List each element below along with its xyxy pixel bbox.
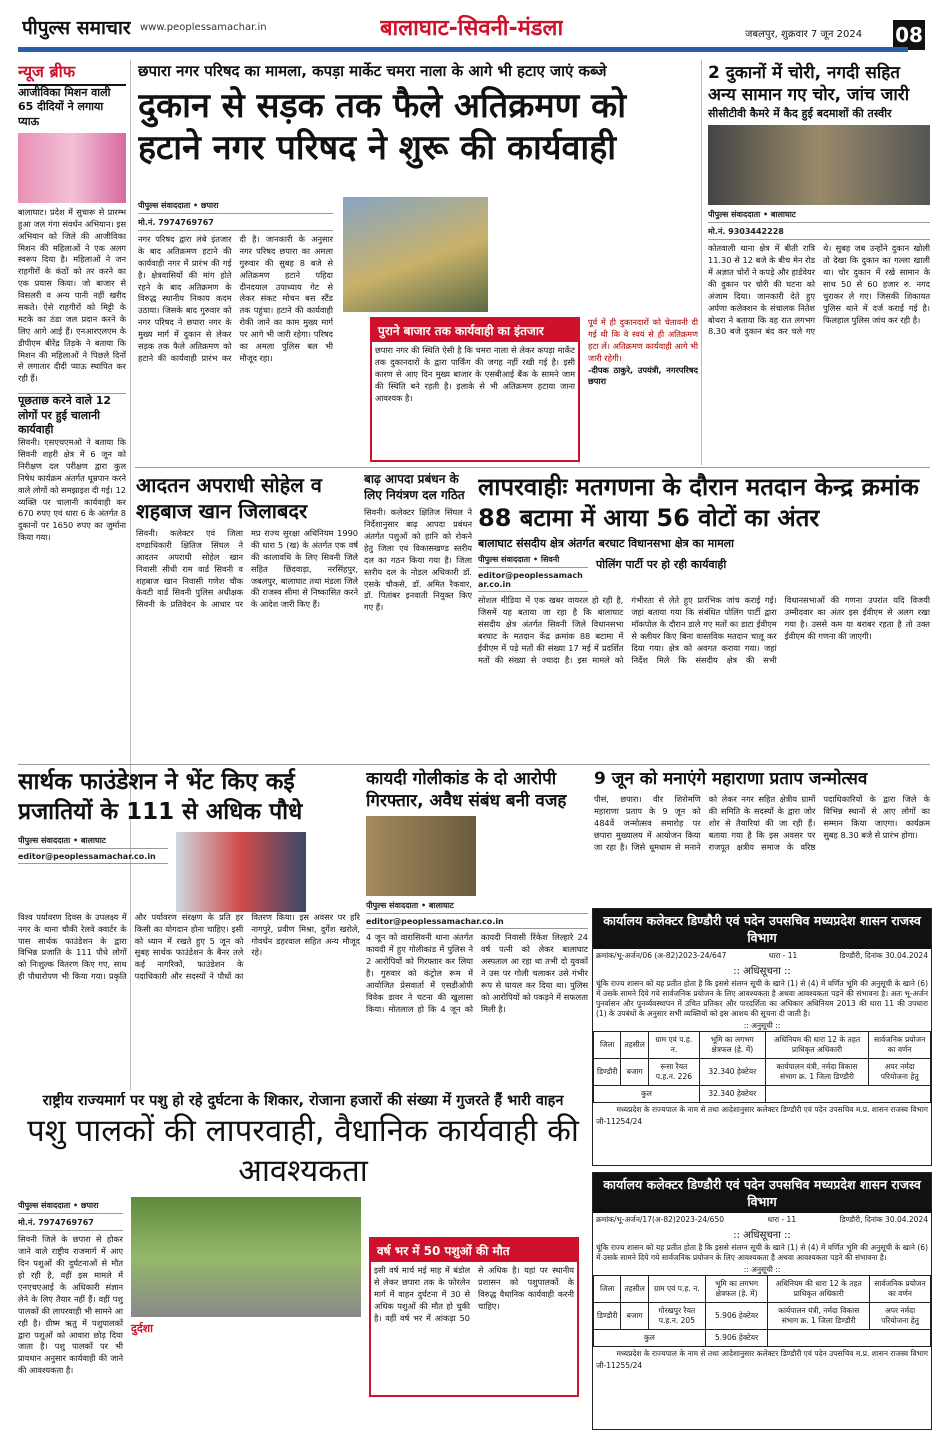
ad-title: कार्यालय कलेक्टर डिण्डौरी एवं पदेन उपसचिव मध्यप्रदेश शासन राजस्व विभाग xyxy=(593,909,931,949)
brief-photo xyxy=(18,133,126,203)
table-cell: जिला xyxy=(594,1032,621,1059)
table-cell: अधिनियम की धारा 12 के तहत प्राधिकृत अधिकारी xyxy=(765,1032,869,1059)
election-byline: पीपुल्स संवाददाता • सिवनी xyxy=(478,554,588,568)
criminal-article xyxy=(136,472,358,762)
firing-article xyxy=(366,768,588,1086)
sidebox-title: पुराने बाजार तक कार्यवाही का इंतजार xyxy=(372,319,578,342)
table-cell: सार्वजनिक प्रयोजन का वर्णन xyxy=(870,1276,931,1303)
table-cell: अधिनियम की धारा 12 के तहत प्राधिकृत अधिकारी xyxy=(768,1276,870,1303)
table-cell: भूमि का लगभग क्षेत्रफल (हे. में) xyxy=(699,1032,765,1059)
lead-phone: मो.नं. 7974769767 xyxy=(138,217,333,231)
pratap-article xyxy=(594,768,930,903)
election-body: सोशल मीडिया में एक खबर वायरल हो रही है, जिसमें यह बताया जा रहा है कि बालाघाट संसदीय क्षेत्र अंतर्गत सिवनी जिले विधानसभा बरघाट के मतदान केंद्र क्रमांक 88 बटामा में ईवीएम में पड़े मतों की संख्या 17 मई में प्रदर्शित मतों की संख्या से ज्यादा है। इस मामले को गंभीरता से लेते हुए प्रारंभिक जांच कराई गई। जहां बताया गया कि संबंधित पोलिंग पार्टी द्वारा मॉकपोल के दौरान डाले गए मतों का डाटा ईवीएम से क्लीयर किए बिना वास्तविक मतदान चालू कर दिया गया। क्षेत्र को अवगत कराया गया। जहां निर्देश मिले कि संसदीय क्षेत्र की सभी विधानसभाओं की गणना उपरांत यदि विजयी उम्मीदवार का अंतर इस ईवीएम से अलग रखा गया है। उससे कम या बराबर रहता है तो उक्त ईवीएम की गणना की जाएगी। xyxy=(478,595,930,665)
ad-date: डिण्डौरी, दिनांक 30.04.2024 xyxy=(839,1215,928,1224)
sidebox-body: छपारा नगर की स्थिति ऐसी है कि चमरा नाला से लेकर कपड़ा मार्केट तक दुकानदारों के द्वारा पार्किंग की जगह नहीं रखी गई है। इसी कारण से आए दिन मुख्य बाजार के एसबीआई बैंक के सामने जाम की स्थिति बने रहती है। इलाके से भी अतिक्रमण हटाया जाना आवश्यक है। xyxy=(375,345,575,403)
table-cell: कुल xyxy=(594,1086,700,1103)
firing-byline: पीपुल्स संवाददाता • बालाघाट xyxy=(366,900,588,914)
election-headline: लापरवाहीः मतगणना के दौरान मतदान केन्द्र क्रमांक 88 बटामा में आया 56 वोटों का अंतर xyxy=(478,473,919,533)
table-cell: डिण्डौरी xyxy=(594,1059,621,1086)
jcb-photo xyxy=(343,197,488,312)
cattle-body: सिवनी जिले के छपारा से होकर जाने वाले राष्ट्रीय राजमार्ग में आए दिन पशुओं की दुर्घटनाओं से मौत हो रही है, वहीं इस मामले में एनएचएआई के अधिकारी संज्ञान लेने के लिए तैयार नहीं हैं। वहीं पशु पालकों की लापरवाही भी सामने आ रही है। ग्रीष्म ऋतु में पशुपालकों द्वारा पशुओं को आवारा छोड़ दिया जाता है। पशु पालकों पर भी प्रावधान अनुसार कार्यवाही की जाने की आवश्यकता है। xyxy=(18,1234,123,1376)
ad-footer: मध्यप्रदेश के राज्यपाल के नाम से तथा आदेशानुसार कलेक्टर डिण्डौरी एवं पदेन उपसचिव म.प्र. शासन राजस्व विभाग xyxy=(616,1105,928,1114)
brief-sub-headline: पूछताछ करने वाले 12 लोगों पर हुई चालानी कार्यवाही xyxy=(18,393,126,437)
ad-date: डिण्डौरी, दिनांक 30.04.2024 xyxy=(839,951,928,960)
accused-photo xyxy=(366,816,476,896)
foundation-byline: पीपुल्स संवाददाता • बालाघाट xyxy=(18,835,168,849)
flood-headline: बाढ़ आपदा प्रबंधन के लिए नियंत्रण दल गठित xyxy=(364,472,465,502)
table-cell: कुल xyxy=(594,1330,706,1347)
table-cell: 5.906 हेक्टेयर xyxy=(705,1330,768,1347)
cattle-photo xyxy=(131,1197,361,1317)
theft-byline: पीपुल्स संवाददाता • बालाघाट xyxy=(708,209,930,223)
lead-byline: पीपुल्स संवाददाता • छपारा xyxy=(138,200,333,214)
foundation-headline: सार्थक फाउंडेशन ने भेंट किए कई प्रजातियों के 111 से अधिक पौधे xyxy=(18,769,303,825)
table-cell: कार्यपालन यंत्री, नर्मदा विकास संभाग क्र. 1 जिला डिण्डौरी xyxy=(765,1059,869,1086)
lead-article xyxy=(138,62,698,467)
brief-headline: आजीविका मिशन वाली 65 दीदियों ने लगाया प्याऊ xyxy=(18,84,126,129)
row-divider xyxy=(135,467,930,468)
official-quote: पूर्व में ही दुकानदारों को चेतावनी दी गई थी कि वे स्वयं से ही अतिक्रमण हटा लें। अतिक्रमण कार्यवाही आगे भी जारी रहेगी। xyxy=(588,317,698,363)
foundation-photo xyxy=(176,832,306,912)
election-subheadline: पोलिंग पार्टी पर हो रही कार्यवाही xyxy=(596,558,727,572)
column-divider xyxy=(701,60,702,465)
ad-title: कार्यालय कलेक्टर डिण्डौरी एवं पदेन उपसचिव मध्यप्रदेश शासन राजस्व विभाग xyxy=(593,1173,931,1213)
ad-schedule: :: अनुसूची :: xyxy=(743,1265,781,1274)
theft-body: कोतवाली थाना क्षेत्र में बीती रात्रि 11.30 से 12 बजे के बीच मेन रोड में अज्ञात चोरों ने कपड़े और हार्डवेयर की दुकान पर चोरी की घटना को अंजाम दिया। जानकारी देते हुए अर्पणा कलेक्शन के संचालक नितेश बोथरा ने बताया कि वह रात लगभग 8.30 बजे दुकान बंद कर चले गए थे। सुबह जब उन्होंने दुकान खोली तो देखा कि दुकान का गल्ला खाली था। चोर दुकान में रखे सामान के साथ 50 से 60 हजार रु. नगद चुराकर ले गए। जिसकी शिकायत पुलिस थाने में दर्ज कराई गई है। फिलहाल पुलिस जांच कर रही है। xyxy=(708,243,930,337)
cattle-phone: मो.नं. 7974769767 xyxy=(18,1217,123,1231)
header-rule xyxy=(18,47,908,52)
ad-table xyxy=(593,1275,931,1347)
cattle-byline: पीपुल्स संवाददाता • छपारा xyxy=(18,1200,123,1214)
table-cell: गोरखपुर रैयत प.ह.न. 205 xyxy=(648,1303,705,1330)
table-cell: 5.906 हेक्टेयर xyxy=(705,1303,768,1330)
cattle-box-title: वर्ष भर में 50 पशुओं की मौत xyxy=(371,1239,577,1262)
table-cell: रूसा रैयत प.ह.न. 226 xyxy=(648,1059,699,1086)
pratap-headline: 9 जून को मनाएंगे महाराणा प्रताप जन्मोत्सव xyxy=(594,769,868,789)
table-cell: 32.340 हेक्टेयर xyxy=(699,1086,765,1103)
brief-body: बालाघाट। प्रदेश में सुचारू से प्रारम्भ हुआ जल गंगा संवर्धन अभियान। इस अभियान को जिले की आजीविका मिशन की महिलाओं ने एक अलग स्वरूप दिया है। महिलाओं ने जन राहगीरों के कंठों को तर करने का एक प्रयास किया। जो बाजार से विसलरी व अन्य पानी नहीं खरीद सकते। ऐसे राहगीरों को मिट्टी के मटके का ठंडा जल प्रदान करने के लिए आगे आई हैं। एनआरएलएम के डीपीएम बीरेंद्र तिड़के ने बताया कि मिशन की महिलाओं ने पिछले दिनों से लगातार दीदी प्याऊ स्थापित कर रही हैं। xyxy=(18,206,126,384)
table-cell: डिण्डौरी xyxy=(594,1303,621,1330)
criminal-headline: आदतन अपराधी सोहेल व शहबाज खान जिलाबदर xyxy=(136,473,322,523)
cattle-kicker: राष्ट्रीय राज्यमार्ग पर पशु हो रहे दुर्घटना के शिकार, रोजाना हजारों की संख्या में गुजरते हैं भारी वाहन xyxy=(42,1093,564,1109)
cattle-sidebox xyxy=(369,1237,579,1397)
cattle-tag: दुर्दशा xyxy=(131,1322,154,1336)
table-cell: अपर नर्मदा परियोजना हेतु xyxy=(870,1303,931,1330)
section-title: बालाघाट-सिवनी-मंडला xyxy=(380,16,564,41)
table-cell: कार्यपालन यंत्री, नर्मदा विकास संभाग क्र. 1 जिला डिण्डौरी xyxy=(768,1303,870,1330)
row-divider xyxy=(18,764,930,765)
pratap-body: पीसं, छपारा। वीर शिरोमणि महाराणा प्रताप के 9 जून को 484वें जन्मोत्सव समारोह पर छपारा मुख्यालय में आयोजन किया जा रहा है। जिसे धूमधाम से मनाने को लेकर नगर सहित क्षेत्रीय ग्रामों की समिति के सदस्यों के द्वारा जोर शोर से तैयारियां की जा रही हैं। बताया गया है कि इस अवसर पर राजपूत क्षत्रीय समाज के वरिष्ठ पदाधिकारियों के द्वारा जिले के विभिन्न स्थानों से आए लोगों का सम्मान किया जाएगा। कार्यक्रम सुबह 8.30 बजे से प्रारंभ होगा। xyxy=(594,794,930,852)
table-cell: सार्वजनिक प्रयोजन का वर्णन xyxy=(869,1032,931,1059)
lead-sidebox xyxy=(370,317,580,462)
brief-sub-body: सिवनी। एसएचएमओ ने बताया कि सिवनी शहरी क्षेत्र में 6 जून को निरीक्षण दल परीक्षण द्वारा कुल निषेध कार्यक्रम अंतर्गत धूम्रपान करने वाले लोगों को समझाइश दी गई। 12 व्यक्ति पर चालानी कार्यवाही कर 670 रुपए एवं धारा 6 के अंतर्गत 8 दुकानों पर 1650 रुपए का जुर्माना किया गया। xyxy=(18,437,126,543)
election-email[interactable]: editor@peoplessamachar.co.in xyxy=(478,571,588,592)
ad-ref: क्रमांक/भू-अर्जन/06 (अ-82)2023-24/647 xyxy=(596,951,727,960)
firing-headline: कायदी गोलीकांड के दो आरोपी गिरफ्तार, अवैध संबंध बनी वजह xyxy=(366,769,567,812)
theft-phone: मो.नं. 9303442228 xyxy=(708,226,930,240)
cattle-article xyxy=(18,1092,588,1432)
table-cell: बजाग xyxy=(621,1059,648,1086)
flood-body: सिवनी। कलेक्टर क्षितिज सिंघल ने निर्देशानुसार बाढ़ आपदा प्रबंधन अंतर्गत पशुओं को हानि को रोकने हेतु जिला एवं विकासखण्ड स्तरीय दल का गठन किया गया है। जिला स्तरीय दल के नोडल अधिकारी डॉ. एसके चौकसे, डॉ. अमित रैकवार, डॉ. पितांबर इनवाती नियुक्त किए गए हैं। xyxy=(364,507,472,613)
table-cell: जिला xyxy=(594,1276,621,1303)
cattle-headline: पशु पालकों की लापरवाही, वैधानिक कार्यवाही की आवश्यकता xyxy=(27,1112,579,1190)
news-brief-title: न्यूज ब्रीफ xyxy=(18,62,76,81)
theft-article xyxy=(708,62,930,462)
foundation-email[interactable]: editor@peoplessamachar.co.in xyxy=(18,852,168,864)
page-number: 08 xyxy=(893,20,925,50)
ad-ref: क्रमांक/भू-अर्जन/17(अ-82)2023-24/650 xyxy=(596,1215,724,1224)
table-cell: भूमि का लगभग क्षेत्रफल (हे. में) xyxy=(705,1276,768,1303)
govt-notice-ad-2 xyxy=(592,1172,932,1430)
ad-section: धारा - 11 xyxy=(767,1215,797,1224)
flood-article xyxy=(364,472,472,762)
election-article xyxy=(478,472,930,762)
table-cell: ग्राम एवं प.ह. न. xyxy=(648,1032,699,1059)
news-brief-column xyxy=(18,60,126,760)
ad-notice: :: अधिसूचना :: xyxy=(733,1230,791,1241)
official-sign: -दीपक ठाकुरे, उपयंत्री, नगरपरिषद छपारा xyxy=(588,364,698,387)
theft-headline: 2 दुकानों में चोरी, नगदी सहित अन्य सामान गए चोर, जांच जारी xyxy=(708,63,910,106)
table-cell: अपर नर्मदा परियोजना हेतु xyxy=(869,1059,931,1086)
foundation-article xyxy=(18,768,360,1086)
table-cell: बजाग xyxy=(621,1303,648,1330)
edition-date: जबलपुर, शुक्रवार 7 जून 2024 xyxy=(745,29,863,40)
cattle-box-body: इसी वर्ष मार्च मई माह में बंडोल से लेकर छपारा तक के फोरलेन मार्ग में वाहन दुर्घटना में 30 से अधिक पशुओं की मौत हो चुकी है। वहीं वर्ष भर में आंकड़ा 50 से अधिक है। यहां पर स्थानीय प्रशासन को पशुपालकों के विरुद्ध वैधानिक कार्यवाही करनी चाहिए। xyxy=(374,1265,574,1323)
website-url[interactable]: www.peoplessamachar.in xyxy=(140,22,267,33)
table-cell: तहसील xyxy=(621,1032,648,1059)
election-kicker: बालाघाट संसदीय क्षेत्र अंतर्गत बरघाट विधानसभा क्षेत्र का मामला xyxy=(478,537,734,551)
ad-footer: मध्यप्रदेश के राज्यपाल के नाम से तथा आदेशानुसार कलेक्टर डिण्डौरी एवं पदेन उपसचिव म.प्र. शासन राजस्व विभाग xyxy=(616,1349,928,1358)
ad-code: जी-11255/24 xyxy=(596,1361,643,1370)
table-cell: तहसील xyxy=(621,1276,648,1303)
lead-headline: दुकान से सड़क तक फैले अतिक्रमण को हटाने नगर परिषद ने शुरू की कार्यवाही xyxy=(138,85,626,169)
ad-text: चूंकि राज्य शासन को यह प्रतीत होता है कि इससे संलग्न सूची के खाने (1) से (4) में वर्णित भूमि की अनुसूची के खाने (6) में उसके सामने दिये गये सार्वजनिक प्रयोजन के लिए आवश्यकता है अथवा आवश्यकता पड़ने की संभावना है। अतः भू-अर्जन पुनर्वासन और पुनर्व्यवस्थापन में उचित प्रतिकर और पारदर्शिता का अधिकार अधिनियम 2013 की धारा 11 की उपधारा (1) के उपबंधों के अनुसार सभी व्यक्तियों को इस आशय की सूचना दी जाती है। xyxy=(596,979,928,1018)
newspaper-logo: पीपुल्स समाचार xyxy=(22,17,131,39)
ad-schedule: :: अनुसूची :: xyxy=(743,1021,781,1030)
cctv-photo xyxy=(708,125,930,205)
ad-code: जी-11254/24 xyxy=(596,1117,643,1126)
ad-text: चूंकि राज्य शासन को यह प्रतीत होता है कि इससे संलग्न सूची के खाने (1) से (4) में वर्णित भूमि की अनुसूची के खाने (6) में उसके सामने दिये गये सार्वजनिक प्रयोजन के लिए आवश्यकता है अथवा आवश्यकता पड़ने की संभावना है। xyxy=(596,1243,928,1262)
firing-email[interactable]: editor@peoplessamachar.co.in xyxy=(366,917,588,929)
lead-body: नगर परिषद द्वारा लंबे इंतजार के बाद अतिक्रमण हटाने की कार्यवाही नगर में प्रारंभ की गई है। क्षेत्रवासियों की मांग होते रहने के बाद अतिक्रमण के विरुद्ध स्थानीय निकाय कदम उठाया। जिसके बाद गुरुवार को नगर परिषद ने छपारा नगर के मुख्य मार्ग में दुकान से लेकर सड़क तक फैले अतिक्रमण को हटाने की कार्यवाही प्रारंभ कर दी है। जानकारी के अनुसार नगर परिषद छपारा का अमला गुरुवार की सुबह 8 बजे से अतिक्रमण हटाने पहिदा दीनदयाल उपाध्याय गेट से लेकर संकट मोचन बस स्टैंड तक पहुंचा। हटाने की कार्यवाही रोकी जाने का काम मुख्य मार्ग पर आगे भी जारी रहेगा। परिषद का अमला पुलिस बल भी मौजूद रहा। xyxy=(138,234,333,363)
ad-table xyxy=(593,1031,931,1103)
theft-subheadline: सीसीटीवी कैमरे में कैद हुई बदमाशों की तस्वीर xyxy=(708,107,892,121)
firing-body: 4 जून को वारासिवनी थाना अंतर्गत कायदी में हुए गोलीकांड में पुलिस ने 2 आरोपियों को गिरफ्तार कर लिया है। गुरुवार को कंट्रोल रूम में आयोजित प्रेसवार्ता में एसडीओपी विवेक डावर ने घटना की खुलासा किया। मोतलाल हो कि 4 जून को कायदी निवासी रिंकेश लिल्हारे 24 वर्ष पत्नी को लेकर बालाघाट अस्पताल आ रहा था तभी दो युवकों ने उस पर गोली चलाकर उसे गंभीर रूप से घायल कर दिया था। पुलिस को आरोपियों को पकड़ने में सफलता मिली है। xyxy=(366,932,588,1014)
ad-notice: :: अधिसूचना :: xyxy=(733,966,791,977)
table-cell: 32.340 हेक्टेयर xyxy=(699,1059,765,1086)
criminal-body: सिवनी। कलेक्टर एवं जिला दण्डाधिकारी क्षितिज सिंघल ने आदतन अपराधी सोहेल खान निवासी सीधी राम वार्ड सिवनी व शहबाज खान निवासी गणेश चौक केवटी वार्ड सिवनी पुलिस अधीक्षक सिवनी के प्रतिवेदन के आधार पर मप्र राज्य सुरक्षा अधिनियम 1990 की धारा 5 (ख) के अंतर्गत एक वर्ष की कालावधि के लिए सिवनी जिले सहित छिंदवाड़ा, नरसिंहपुर, जबलपुर, बालाघाट तथा मंडला जिले की राजस्व सीमा से निष्कासित करने के आदेश जारी किए हैं। xyxy=(136,528,358,610)
lead-kicker: छपारा नगर परिषद का मामला, कपड़ा मार्केट चमरा नाला के आगे भी हटाए जाएं कब्जे xyxy=(138,62,607,80)
govt-notice-ad-1 xyxy=(592,908,932,1166)
foundation-body: विश्व पर्यावरण दिवस के उपलक्ष्य में नगर के थाना चौकी रेलवे क्वार्टर के पास सार्थक फाउंडेशन के द्वारा विभिन्न प्रजाति के 111 पौधे लोगों को निःशुल्क वितरण किए गए, साथ ही पौधारोपण भी किया गया। प्रकृति और पर्यावरण संरक्षण के प्रति हर किसी का योगदान होना चाहिए। इसी को ध्यान में रखते हुए 5 जून को सुबह सार्थक फाउंडेशन के बैनर तले कई नागरिकों, फाउंडेशन के पदाधिकारी और सदस्यों ने पौधों का वितरण किया। इस अवसर पर हरि नागपुरे, प्रवीण मिश्रा, दुर्गेश खरोले, गोवर्धन डहरवाल सहित अन्य मौजूद रहे। xyxy=(18,911,360,982)
table-cell: ग्राम एवं प.ह. न. xyxy=(648,1276,705,1303)
ad-section: धारा - 11 xyxy=(768,951,798,960)
